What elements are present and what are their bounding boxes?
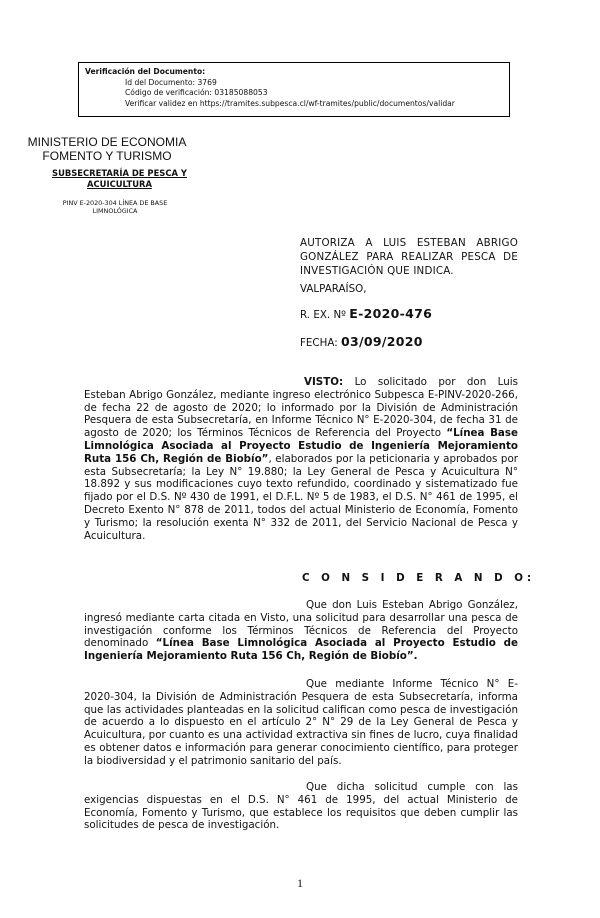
verification-id: • Id del Documento: 3769 xyxy=(125,78,503,89)
considerando-p3-text: Que dicha solicitud cumple con las exigencias dispuestas en el D.S. N° 461 de 1995, del actual Ministerio de Economía, Fomento y Turismo, que establece los requisitos que deben cumplir las solicitudes de pesca de investigación. xyxy=(84,781,518,832)
resolution-date xyxy=(300,334,423,349)
resolution-title: AUTORIZA A LUIS ESTEBAN ABRIGO GONZÁLEZ PARA REALIZAR PESCA DE INVESTIGACIÓN QUE INDICA. xyxy=(300,237,518,277)
considerando-paragraph-2 xyxy=(84,678,518,768)
considerando-p2-text: Que mediante Informe Técnico N° E-2020-304, la División de Administración Pesquera de esta Subsecretaría, informa que las actividades planteadas en la solicitud califican como pesca de investigación de acuerdo a lo dispuesto en el artículo 2° N° 29 de la Ley General de Pesca y Acuicultura, por cuanto es una actividad extractiva sin fines de lucro, cuya finalidad es obtener datos e información para generar conocimiento científico, para proteger la biodiversidad y el patrimonio sanitario del país. xyxy=(84,678,518,767)
verification-title: Verificación del Documento: xyxy=(85,67,206,76)
verification-list xyxy=(85,78,503,110)
rex-number: E-2020-476 xyxy=(349,306,433,321)
verification-box xyxy=(78,62,510,117)
ministry-line-2: FOMENTO Y TURISMO xyxy=(42,149,172,163)
considerando-p1-project: “Línea Base Limnológica Asociada al Proyecto Estudio de Ingeniería Mejoramiento Ruta 156 Ch, Región de Biobío”. xyxy=(84,637,518,663)
subsecretaria-line-2: ACUICULTURA xyxy=(87,178,152,189)
subsecretaria-name xyxy=(42,168,197,189)
verification-code: • Código de verificación: 03185088053 xyxy=(125,88,503,99)
rex-label: R. EX. Nº xyxy=(300,309,346,321)
resolution-number xyxy=(300,306,432,321)
pinv-line-2: LIMNOLÓGICA xyxy=(92,207,138,215)
page-number: 1 xyxy=(297,876,303,890)
pinv-reference xyxy=(30,199,200,215)
date-value: 03/09/2020 xyxy=(340,334,423,349)
ministry-line-1: MINISTERIO DE ECONOMIA xyxy=(27,135,187,149)
date-label: FECHA: xyxy=(300,337,338,349)
visto-text-2: , elaborados por la peticionaria y aprobados por esta Subsecretaría; la Ley N° 19.880; la Ley General de Pesca y Acuicultura N° 18.892 y sus modificaciones cuyo texto refundido, coordinado y sistematizado fue fijado por el D.S. Nº 430 de 1991, el D.F.L. Nº 5 de 1983, el D.S. N° 461 de 1995, el Decreto Exento N° 878 de 2011, todos del actual Ministerio de Economía, Fomento y Turismo; la resolución exenta N° 332 de 2011, del Servicio Nacional de Pesca y Acuicultura. xyxy=(84,452,518,542)
visto-paragraph xyxy=(84,376,518,542)
visto-label: VISTO: xyxy=(304,376,344,388)
considerando-paragraph-1 xyxy=(84,599,518,663)
considerando-heading: C O N S I D E R A N D O: xyxy=(302,572,536,584)
verification-url[interactable]: • Verificar validez en https://tramites.subpesca.cl/wf-tramites/public/documentos/validar xyxy=(125,99,503,110)
subsecretaria-line-1: SUBSECRETARÍA DE PESCA Y xyxy=(52,168,187,178)
considerando-p1-text: Que don Luis Esteban Abrigo González, ingresó mediante carta citada en Visto, una solicitud para desarrollar una pesca de investigación conforme los Términos Técnicos de Referencia del Proyecto denominado xyxy=(84,599,518,650)
considerando-paragraph-3 xyxy=(84,781,518,832)
visto-project: “Línea Base Limnológica Asociada al Proyecto Estudio de Ingeniería Mejoramiento Ruta 156 Ch, Región de Biobío” xyxy=(84,427,518,465)
visto-text-1: Lo solicitado por don Luis Esteban Abrigo González, mediante ingreso electrónico Subpesca E-PINV-2020-266, de fecha 22 de agosto de 2020; lo informado por la División de Administración Pesquera de esta Subsecretaría, en Informe Técnico N° E-2020-304, de fecha 31 de agosto de 2020; los Términos Técnicos de Referencia del Proyecto xyxy=(84,376,518,440)
pinv-line-1: PINV E-2020-304 LÍNEA DE BASE xyxy=(62,199,168,207)
ministry-name xyxy=(22,135,192,163)
place: VALPARAÍSO, xyxy=(300,283,367,295)
